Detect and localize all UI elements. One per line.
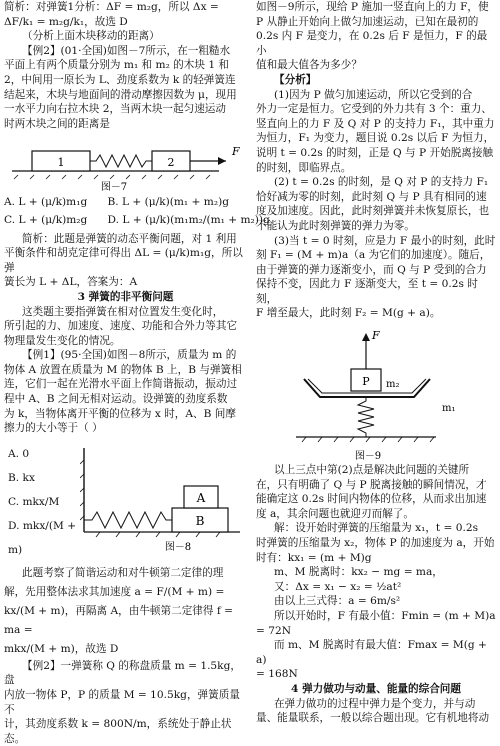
equation-line: 而 m、M 脱离时有最大值：Fmax = M(g + a): [256, 639, 487, 666]
text-line: 解，先用整体法求其加速度 a = F/(M + m) =: [4, 585, 225, 598]
text-line: 时弹簧的压缩量为 x₂，物体 P 的加速度为 a，开始: [256, 537, 495, 550]
text-line: 0.2s 内 F 是变力，在 0.2s 后 F 是恒力，F 的最小: [256, 30, 488, 57]
text-line: 由于弹簧的弹力逐渐变小，而 Q 与 P 受到的合力: [256, 263, 487, 276]
text-line: 这类题主要指弹簧在相对位置发生变化时，: [22, 305, 224, 318]
text-line: 度 a，其余问题也就迎刃而解了。: [256, 507, 414, 520]
example-heading: 【例1】(95·全国)如图－8所示，质量为 m 的: [22, 349, 237, 362]
figure-7: [4, 131, 247, 193]
text-line: 简析：对弹簧1分析：ΔF = m₂g，所以 Δx =: [4, 1, 219, 13]
equation-line: = 168N: [256, 668, 298, 681]
text-line: 结起来，木块与地面间的滑动摩擦因数为 μ，现用: [4, 88, 237, 101]
text-line: 计，其劲度系数 k = 800N/m，系统处于静止状态。: [4, 718, 232, 745]
text-line: 简析：此题是弹簧的动态平衡问题，对 1 利用: [22, 232, 237, 245]
text-line: 度及加速度。因此，此时刻弹簧并未恢复原长，也: [256, 205, 490, 218]
mass-m2-label: m₂: [386, 379, 400, 391]
section-title: 4 弹力做功与动量、能量的综合问题: [291, 682, 461, 695]
text-line: 物体 A 放置在质量为 M 的物体 B 上，B 与弹簧相: [4, 363, 242, 376]
figure-7-caption: 图－7: [100, 182, 128, 194]
figure-8: [80, 440, 245, 555]
text-line: （分析上面木块移动的距离）: [22, 30, 160, 43]
mass-m1-label: m₁: [442, 403, 456, 415]
text-line: 保持不变，因此力 F 逐渐变大，至 t = 0.2s 时刻，: [256, 278, 478, 305]
text-line: 的时刻，即临界点。: [256, 161, 352, 174]
text-line: 所引起的力、加速度、速度、功能和合外力等其它: [4, 320, 238, 333]
text-line: P 从静止开始向上做匀加速运动，已知在最初的: [256, 15, 479, 28]
text-line: 时两木块之间的距离是: [4, 117, 110, 130]
text-line: 量、能量联系，一般以综合题出现。它有机地将动: [256, 712, 490, 725]
force-label: F: [232, 145, 240, 159]
text-line: 连，它们一起在光滑水平面上作简谐振动，振动过: [4, 378, 238, 391]
text-line: (3)当 t = 0 时刻，应是力 F 最小的时刻，此时: [274, 234, 496, 247]
text-line: kx/(M + m)，再隔离 A，由牛顿第二定律得 f = ma =: [4, 604, 234, 636]
text-line: 擦力的大小等于（ ）: [4, 422, 103, 435]
equation-line: = 72N: [256, 624, 291, 637]
figure-8-caption: 图－8: [164, 541, 192, 553]
text-line: 物理量发生变化的情况。: [4, 334, 121, 347]
example-heading: 【例2】一弹簧称 Q 的称盘质量 m = 1.5kg，盘: [4, 659, 241, 687]
text-line: 内放一物体 P，P 的质量 M = 10.5kg，弹簧质量不: [4, 689, 240, 716]
option-line: A. L + (μ/k)m₁g B. L + (μ/k)(m₁ + m₂)g: [4, 196, 229, 209]
body-p-label: P: [362, 375, 370, 389]
figure-9-caption: 图－9: [354, 451, 382, 463]
text-line: 此题考察了简谐运动和对牛顿第二定律的理: [22, 566, 224, 579]
equation-line: 又：Δx = x₁ − x₂ = ½at²: [274, 580, 402, 593]
option-list: [8, 442, 78, 562]
option-line: D. mkx/(M + m): [8, 519, 77, 556]
text-line: 值和最大值各为多少？: [256, 59, 362, 72]
text-line: 平衡条件和胡克定律可得出 ΔL = (μ/k)m₁g，所以弹: [4, 247, 243, 274]
text-line: 时有：kx₁ = (m + M)g: [256, 551, 372, 564]
text-line: (1)因为 P 做匀加速运动，所以它受到的合: [274, 88, 473, 101]
example-heading: 【例2】(01·全国)如图－7所示，在一粗糙水: [22, 44, 231, 57]
text-line: 为恒力，F₁ 为变力，题目说 0.2s 以后 F 为恒力，: [256, 132, 495, 145]
equation-line: m、M 脱离时：kx₂ − mg = ma，: [274, 566, 443, 579]
block-b-label: B: [195, 513, 205, 528]
text-line: 说明 t = 0.2s 的时刻，正是 Q 与 P 开始脱离接触: [256, 146, 494, 159]
option-line: B. kx: [8, 471, 35, 484]
text-line: 竖直向上的力 F 及 Q 对 P 的支持力 F₁，其中重力: [256, 117, 495, 130]
text-line: 恰好减为零的时刻，此时刻 Q 与 P 具有相同的速: [256, 190, 487, 203]
text-line: 外力一定是恒力。它受到的外力共有 3 个：重力、: [256, 103, 492, 116]
text-line: 在，只有明确了 Q 与 P 脱离接触的瞬间情况，才: [256, 478, 487, 491]
figure-9: [256, 325, 496, 463]
block-2-label: 2: [167, 156, 175, 170]
text-line: 簧长为 L + ΔL，答案为：A: [4, 276, 138, 289]
text-line: F 增至最大，此时刻 F₂ = M(g + a)。: [256, 307, 441, 320]
text-line: 能确定这 0.2s 时间内物体的位移，从而求出加速: [256, 493, 487, 506]
equation-line: 所以开始时，F 有最小值：Fmin = (m + M)a: [274, 610, 496, 622]
left-column: [4, 0, 270, 746]
option-line: C. L + (μ/k)m₂g D. L + (μ/k)(m₁m₂/(m₁ + m₂))g: [4, 213, 270, 226]
section-title: 3 弹簧的非平衡问题: [77, 290, 174, 303]
text-line: 以上三点中第(2)点是解决此问题的关键所: [274, 464, 470, 477]
option-line: C. mkx/M: [8, 495, 60, 508]
equation-line: 由以上三式得：a = 6m/s²: [274, 595, 401, 608]
right-column: [256, 0, 496, 726]
text-line: 在弹力做功的过程中弹力是个变力，并与动: [274, 697, 476, 710]
block-a-label: A: [196, 490, 206, 505]
text-line: mkx/(M + m)，故选 D: [4, 642, 119, 655]
analysis-heading: 【分析】: [274, 73, 317, 86]
block-1-label: 1: [57, 156, 65, 170]
text-line: 解：设开始时弹簧的压缩量为 x₁，t = 0.2s: [274, 522, 479, 535]
text-line: 不能认为此时刻弹簧的弹力为零。: [256, 219, 415, 232]
figure-8-block: [4, 440, 247, 558]
text-line: (2) t = 0.2s 的时刻，是 Q 对 P 的支持力 F₁: [274, 176, 489, 189]
option-line: A. 0: [8, 447, 30, 460]
text-line: 刻 F₁ = (M + m)a（a 为它们的加速度）。随后，: [256, 249, 491, 262]
text-line: 如图－9所示，现给 P 施加一竖直向上的力 F，使: [256, 1, 489, 13]
text-line: 平面上有两个质量分别为 m₁ 和 m₂ 的木块 1 和: [4, 59, 230, 72]
force-label: F: [372, 329, 380, 343]
text-line: 为 k，当物体离开平衡的位移为 x 时，A、B 间摩: [4, 407, 236, 420]
text-line: 2，中间用一原长为 L、劲度系数为 k 的轻弹簧连: [4, 73, 236, 86]
text-line: 程中 A、B 之间无相对运动。设弹簧的劲度系数: [4, 393, 228, 406]
text-line: 一水平力向右拉木块 2，当两木块一起匀速运动: [4, 103, 226, 116]
text-line: ΔF/k₁ = m₂g/k₁，故选 D: [4, 15, 128, 28]
